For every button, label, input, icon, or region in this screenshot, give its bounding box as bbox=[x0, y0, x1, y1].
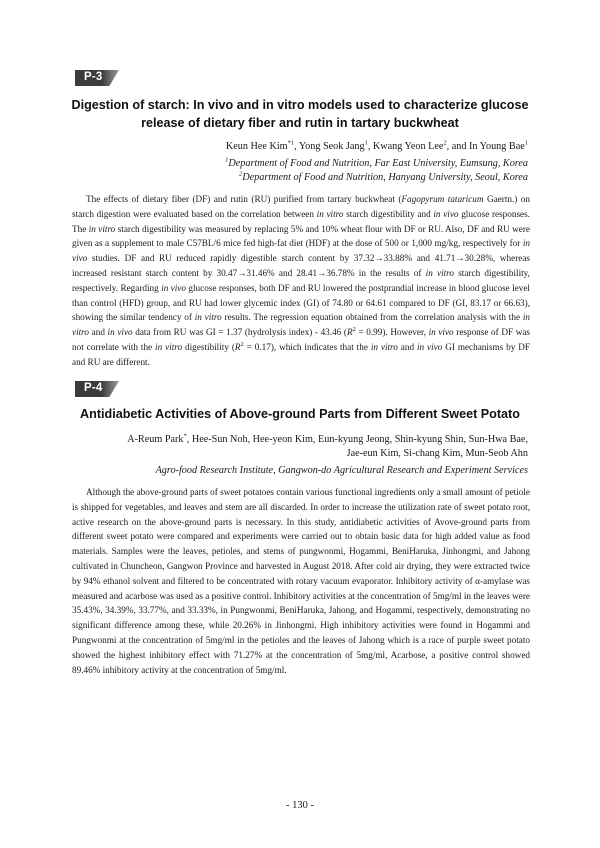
author-sep: , bbox=[294, 141, 299, 152]
badge-label: P-3 bbox=[84, 71, 103, 83]
italic-term: in vitro bbox=[88, 223, 116, 234]
paper-title-p3 bbox=[60, 96, 540, 132]
abstract-text: data from RU was GI = 1.37 (hydrolysis index) - 43.46 ( bbox=[132, 327, 347, 338]
italic-term: in vitro bbox=[72, 312, 530, 338]
author-sup: 1 bbox=[524, 139, 528, 147]
author-sup: 1 bbox=[364, 139, 368, 147]
r-squared-symbol: R bbox=[346, 327, 353, 338]
abstract-text: Gaertn.) on starch digestion were evaluated based on the correlation between bbox=[72, 194, 530, 219]
italic-term: in vitro bbox=[425, 267, 455, 278]
affiliation-p4: Agro-food Research Institute, Gangwon-do Agricultural Research and Experiment Services bbox=[155, 465, 528, 476]
abstract-text: The effects of dietary fiber (DF) and rutin (RU) purified from tartary buckwheat ( bbox=[86, 194, 402, 204]
author-sup: *1 bbox=[287, 139, 295, 147]
italic-term: in vivo bbox=[161, 282, 186, 293]
abstract-text: response of DF was not correlate with the bbox=[72, 327, 530, 352]
affiliation-sup: 2 bbox=[239, 170, 243, 178]
author-name: Keun Hee Kim bbox=[225, 141, 288, 152]
author-name: In Young Bae bbox=[468, 141, 525, 152]
affiliation-text: Department of Food and Nutrition, Far East University, Eumsung, Korea bbox=[228, 158, 528, 169]
title-line: release of dietary fiber and rutin in tartary buckwheat bbox=[141, 116, 459, 130]
abstract-text: starch digestibility, respectively. Regarding bbox=[72, 267, 530, 293]
italic-term: in vivo bbox=[433, 208, 459, 219]
abstract-text: = 0.17), which indicates that the bbox=[243, 341, 371, 352]
author-sup: * bbox=[183, 432, 187, 440]
italic-term: in vivo bbox=[107, 327, 133, 338]
italic-term: in vitro bbox=[194, 312, 222, 323]
italic-term: in vivo bbox=[72, 238, 530, 264]
title-line: Digestion of starch: In vivo and in vitro models used to characterize glucose bbox=[71, 98, 529, 112]
abstract-text: digestibility ( bbox=[182, 341, 235, 352]
abstract-p3 bbox=[72, 192, 530, 370]
abstract-text: and bbox=[397, 341, 417, 352]
section-badge-p3 bbox=[75, 70, 119, 86]
abstract-text: glucose responses. The bbox=[72, 208, 530, 234]
author-name: Kwang Yeon Lee bbox=[372, 141, 444, 152]
author-list-p4 bbox=[127, 433, 528, 461]
author-sep: , bbox=[367, 141, 373, 152]
author-line: Jae-eun Kim, Si-chang Kim, Mun-Seob Ahn bbox=[346, 448, 528, 459]
affiliation-p3-2 bbox=[239, 171, 528, 185]
section-badge-p4 bbox=[75, 381, 119, 397]
author-name: Yong Seok Jang bbox=[298, 141, 365, 152]
title-line: Antidiabetic Activities of Above-ground Parts from Different Sweet Potato bbox=[80, 407, 520, 421]
abstract-text: = 0.99). However, bbox=[355, 327, 429, 338]
affiliation-sup: 1 bbox=[225, 156, 229, 164]
abstract-text: GI mechanisms by DF and RU are different. bbox=[72, 341, 530, 367]
affiliation-text: Department of Food and Nutrition, Hanyang University, Seoul, Korea bbox=[242, 172, 528, 183]
abstract-text: starch digestibility was measured by replacing 5% and 10% wheat flour with DF or RU. Also, DF and RU were given as a supplement to male C57BL/6 mice fed high-fat diet (HDF) at the dose of 500 or 1,000 mg/kg, respectively for bbox=[72, 223, 530, 249]
page-number: - 130 - bbox=[286, 800, 314, 811]
author-line bbox=[127, 433, 528, 447]
author-names: , Hee-Sun Noh, Hee-yeon Kim, Eun-kyung Jeong, Shin-kyung Shin, Sun-Hwa Bae, bbox=[186, 434, 528, 445]
italic-term: in vivo bbox=[428, 327, 454, 338]
author-list-p3 bbox=[226, 140, 528, 154]
italic-term: in vitro bbox=[370, 341, 398, 352]
abstract-text: starch digestibility and bbox=[343, 208, 434, 219]
paper-title-p4 bbox=[60, 405, 540, 423]
author-name: A-Reum Park bbox=[127, 434, 184, 445]
superscript: 2 bbox=[240, 340, 244, 348]
r-squared-symbol: R bbox=[234, 341, 241, 352]
species-name: Fagopyrum tataricum bbox=[401, 194, 484, 204]
author-sep: , and bbox=[446, 141, 469, 152]
italic-term: in vitro bbox=[316, 208, 344, 219]
badge-label: P-4 bbox=[84, 382, 103, 394]
affiliation-p3-1 bbox=[225, 157, 528, 171]
italic-term: in vivo bbox=[416, 341, 443, 352]
abstract-text: results. The regression equation obtained from the correlation analysis with the bbox=[221, 312, 523, 323]
abstract-text: studies. DF and RU reduced rapidly digestible starch content by 37.32→33.88% and 41.71→30.28%, whereas increased resistant starch content by 30.47→31.46% and 28.41→36.78% in the results of bbox=[72, 253, 530, 278]
italic-term: in vitro bbox=[155, 341, 183, 352]
abstract-p4: Although the above-ground parts of sweet potatoes contain various functional ingredients only a small amount of petiole is shipped for vegetables, and leaves and stem are all discarded. In order to increase the utilization rate of sweet potato root, active research on the above-ground parts is necessary. In this study, antidiabetic activities of Avove-ground parts from different sweet potato were compared and experiments were carried out to obtain basic data for high added value as food materials. Samples were the leaves, petioles, and stems of pungwonmi, Hogammi, BeniHaruka, Jinhongmi, and Jahong cultivated in Chuncheon, Gangwon Province and harvested in August 2018. After cold air drying, they were extracted twice by 94% ethanol solvent and filtered to be concentrated with rotary vacuum evaporator. Inhibitory activity of α-amylase was measured and acarbose was used as a positive control. Inhibitory activities at the concentration of 5mg/ml in the leaves were 35.43%, 34.39%, 33.77%, and 33.33%, in Pungwonmi, BeniHaruka, Jahong, and Hogammi, respectively, demonstrating no significant difference among these, while 20.26% in Jinhongmi. High inhibitory activities were found in Hogammi and Pungwonmi at the concentration of 5mg/ml in the petioles and the leaves of Jahong which is a race of purple sweet potato showed the highest inhibitory effect with 71.27% at the concentration of 5mg/ml, Acarbose, a positive control showed 89.46% inhibitory activity at the concentration of 5mg/ml. bbox=[72, 487, 530, 675]
abstract-text: glucose responses, both DF and RU lowered the postprandial increase in blood glucose level than control (HFD) group, and RU had lower glycemic index (GI) of 74.80 or 64.61 compared to DF (GI, 83.17 or 66.63), showing the similar tendency of bbox=[72, 282, 530, 323]
abstract-text: and bbox=[89, 327, 108, 338]
author-sup: 2 bbox=[443, 139, 447, 147]
superscript: 2 bbox=[352, 326, 356, 334]
